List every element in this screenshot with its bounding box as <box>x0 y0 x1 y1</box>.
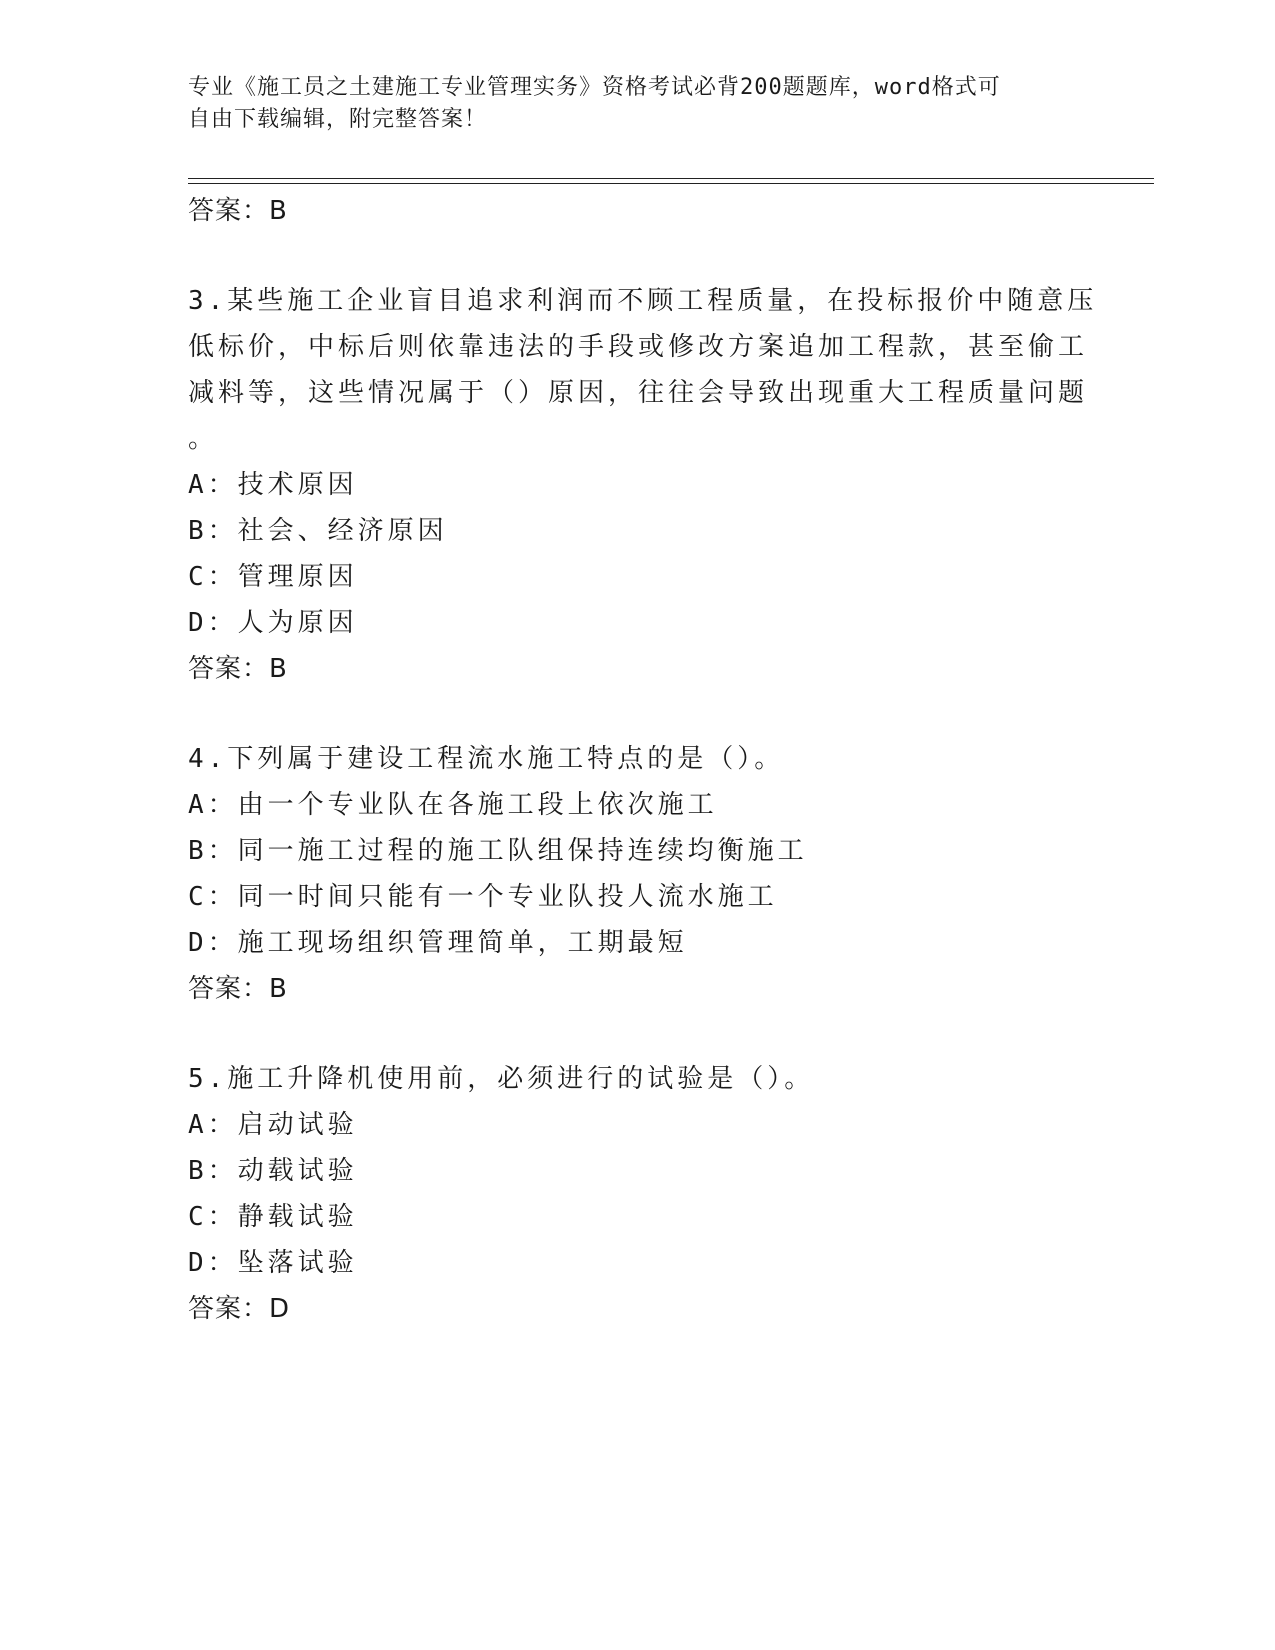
question-text-line: 3.某些施工企业盲目追求利润而不顾工程质量，在投标报价中随意压 <box>188 286 1098 316</box>
header-rule-bottom <box>188 183 1154 184</box>
question-text-line: 4.下列属于建设工程流水施工特点的是（）。 <box>188 744 785 774</box>
question-block <box>188 278 1098 692</box>
header-line-1: 专业《施工员之土建施工专业管理实务》资格考试必背200题题库，word格式可 <box>188 75 1001 100</box>
option-b: B：同一施工过程的施工队组保持连续均衡施工 <box>188 836 808 866</box>
option-a: A：由一个专业队在各施工段上依次施工 <box>188 790 718 820</box>
option-c: C：管理原因 <box>188 562 358 592</box>
answer: 答案：D <box>188 1294 291 1324</box>
question-text-line: 。 <box>188 424 219 454</box>
question-text-line: 减料等，这些情况属于（）原因，往往会导致出现重大工程质量问题 <box>188 378 1089 408</box>
header-line-2: 自由下载编辑，附完整答案！ <box>188 107 488 132</box>
answer-previous: 答案：B <box>188 196 288 226</box>
option-a: A：技术原因 <box>188 470 358 500</box>
answer: 答案：B <box>188 654 288 684</box>
question-block <box>188 736 1068 1012</box>
question-text-line: 低标价，中标后则依靠违法的手段或修改方案追加工程款，甚至偷工 <box>188 332 1089 362</box>
document-header <box>188 72 1068 136</box>
option-c: C：静载试验 <box>188 1202 358 1232</box>
answer: 答案：B <box>188 974 288 1004</box>
option-d: D：施工现场组织管理简单，工期最短 <box>188 928 688 958</box>
option-b: B：动载试验 <box>188 1156 358 1186</box>
option-c: C：同一时间只能有一个专业队投人流水施工 <box>188 882 778 912</box>
option-d: D：人为原因 <box>188 608 358 638</box>
question-text-line: 5.施工升降机使用前，必须进行的试验是（）。 <box>188 1064 815 1094</box>
option-a: A：启动试验 <box>188 1110 358 1140</box>
option-d: D：坠落试验 <box>188 1248 358 1278</box>
question-block <box>188 1056 1068 1332</box>
header-rule-top <box>188 178 1154 179</box>
option-b: B：社会、经济原因 <box>188 516 448 546</box>
document-body <box>188 188 1098 1332</box>
